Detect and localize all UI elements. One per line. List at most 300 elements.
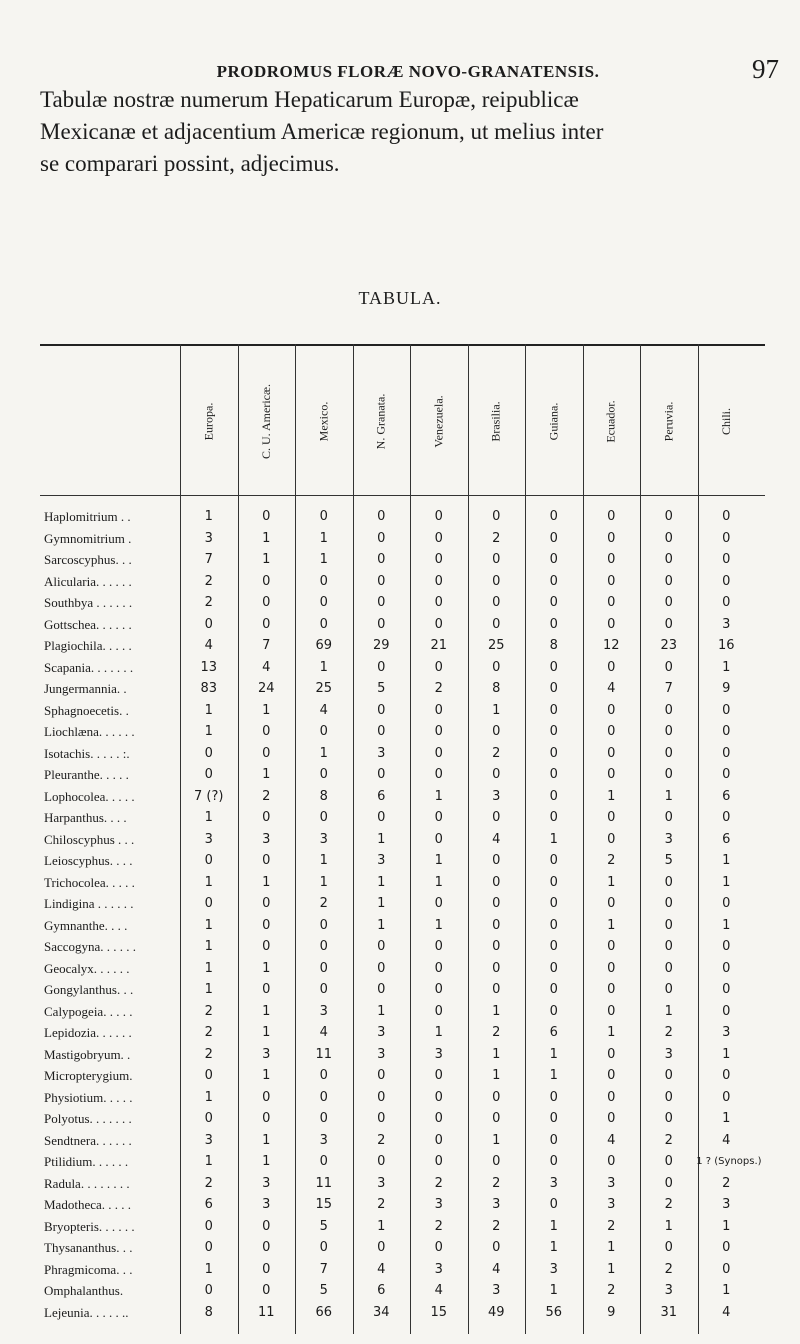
table-cell: 0 (664, 1175, 673, 1191)
table-cell: 0 (549, 960, 558, 976)
hepaticae-table (40, 344, 765, 1320)
column-divider (295, 344, 296, 1334)
table-cell: 0 (607, 616, 616, 632)
table-cell: 4 (319, 702, 328, 718)
table-cell: 1 (204, 960, 213, 976)
table-cell: 1 (204, 1154, 213, 1169)
table-cell: 5 (664, 853, 673, 868)
table-cell: 6 (549, 1025, 558, 1040)
table-cell: 1 (549, 1240, 558, 1255)
table-cell: 2 (377, 1197, 386, 1212)
table-cell: 1 (204, 810, 213, 825)
table-cell: 1 (549, 1068, 558, 1083)
table-cell: 6 (722, 831, 731, 847)
table-cell: 6 (377, 788, 386, 804)
intro-line: Mexicanæ et adjacentium Americæ regionum, ut melius inter (40, 119, 604, 144)
row-label: Leioscyphus. . . . (44, 853, 133, 868)
row-label: Lepidozia. . . . . . (44, 1025, 132, 1040)
table-cell: 1 (319, 874, 328, 890)
table-cell: 0 (434, 702, 443, 718)
table-cell: 1 (204, 509, 213, 524)
table-cell: 0 (434, 724, 443, 739)
table-cell: 0 (492, 874, 501, 890)
table-cell: 0 (664, 917, 673, 933)
table-cell: 3 (204, 831, 213, 847)
table-cell: 6 (204, 1197, 213, 1212)
table-cell: 0 (722, 810, 731, 825)
table-cell: 0 (319, 810, 328, 825)
page-number: 97 (752, 54, 779, 84)
intro-line: Tabulæ nostræ numerum Hepaticarum Europæ, reipublicæ (40, 87, 579, 112)
table-cell: 0 (722, 1261, 731, 1277)
table-cell: 0 (607, 1089, 616, 1105)
table-cell: 1 (549, 831, 558, 847)
table-cell: 0 (722, 1089, 731, 1105)
table-cell: 0 (607, 595, 616, 610)
table-cell: 1 (722, 853, 731, 868)
column-header (528, 356, 580, 486)
row-label: Micropterygium. (44, 1068, 133, 1083)
table-cell: 0 (377, 1068, 386, 1083)
table-cell: 2 (492, 745, 501, 761)
table-cell: 1 (319, 659, 328, 675)
row-label: Sphagnoecetis. . (44, 702, 129, 718)
row-label: Trichocolea. . . . . (44, 874, 135, 890)
table-cell: 1 (319, 745, 328, 761)
table-cell: 0 (434, 939, 443, 954)
table-cell: 0 (549, 509, 558, 524)
table-cell: 1 (262, 1025, 271, 1040)
column-header-label: Guiana. (546, 402, 561, 440)
table-cell: 0 (722, 573, 731, 589)
table-cell: 1 (204, 917, 213, 933)
table-cell: 1 (204, 1261, 213, 1277)
table-cell: 0 (722, 1003, 731, 1019)
table-cell: 0 (262, 595, 271, 610)
table-cell: 0 (262, 1218, 271, 1234)
table-cell: 2 (204, 1003, 213, 1019)
table-cell: 3 (319, 1003, 328, 1019)
table-cell: 1 (262, 874, 271, 890)
table-cell: 0 (664, 509, 673, 524)
table-cell: 1 (377, 1003, 386, 1019)
row-label: Thysananthus. . . (44, 1240, 133, 1255)
table-cell: 0 (722, 939, 731, 954)
table-cell: 3 (377, 1046, 386, 1062)
table-cell: 0 (434, 616, 443, 632)
table-cell: 0 (722, 702, 731, 718)
table-cell: 1 (607, 1261, 616, 1277)
column-header-label: Chili. (718, 407, 733, 435)
table-cell: 25 (487, 638, 505, 653)
table-cell: 0 (549, 681, 558, 696)
table-cell: 0 (722, 982, 731, 997)
row-label: Chiloscyphus . . . (44, 831, 135, 847)
row-label: Lindigina . . . . . . (44, 896, 134, 911)
table-cell: 0 (492, 939, 501, 954)
table-cell: 0 (664, 724, 673, 739)
table-cell: 0 (492, 767, 501, 782)
row-label: Radula. . . . . . . . (44, 1175, 130, 1191)
table-cell: 1 (434, 917, 443, 933)
table-cell: 4 (492, 831, 501, 847)
table-cell: 0 (664, 767, 673, 782)
table-cell: 0 (722, 1240, 731, 1255)
table-cell: 0 (377, 530, 386, 546)
table-cell: 0 (607, 573, 616, 589)
table-cell: 0 (722, 896, 731, 911)
table-cell: 0 (434, 1240, 443, 1255)
column-divider (238, 344, 239, 1334)
table-cell: 0 (549, 917, 558, 933)
table-cell: 0 (549, 530, 558, 546)
table-cell: 0 (664, 573, 673, 589)
table-cell: 12 (602, 638, 620, 653)
table-cell: 0 (549, 724, 558, 739)
row-label: Lejeunia. . . . . .. (44, 1304, 129, 1320)
column-header (355, 356, 407, 486)
row-label: Southbya . . . . . . (44, 595, 133, 610)
table-cell: 0 (377, 659, 386, 675)
table-cell: 3 (664, 1283, 673, 1298)
table-cell: 0 (607, 939, 616, 954)
column-divider (640, 344, 641, 1334)
row-label: Haplomitrium . . (44, 509, 131, 524)
table-cell: 0 (434, 659, 443, 675)
table-cell: 0 (492, 853, 501, 868)
table-cell: 3 (262, 1175, 271, 1191)
table-cell: 5 (377, 681, 386, 696)
table-cell: 1 (607, 788, 616, 804)
row-label: Harpanthus. . . . (44, 810, 127, 825)
table-cell: 2 (262, 788, 271, 804)
row-label: Geocalyx. . . . . . (44, 960, 130, 976)
table-cell: 0 (262, 509, 271, 524)
table-cell: 0 (607, 1154, 616, 1169)
table-cell: 0 (262, 1261, 271, 1277)
table-cell: 0 (549, 874, 558, 890)
row-label: Plagiochila. . . . . (44, 638, 132, 653)
table-cell: 0 (607, 831, 616, 847)
table-cell: 0 (434, 1068, 443, 1083)
table-cell: 0 (549, 982, 558, 997)
table-cell: 6 (722, 788, 731, 804)
table-cell: 1 (722, 917, 731, 933)
table-cell: 0 (492, 896, 501, 911)
table-cell: 0 (319, 767, 328, 782)
table-cell: 0 (492, 1111, 501, 1126)
table-cell: 3 (204, 530, 213, 546)
table-cell: 0 (319, 939, 328, 954)
table-cell: 1 (262, 702, 271, 718)
table-cell: 0 (204, 853, 213, 868)
table-cell: 4 (262, 659, 271, 675)
table-cell: 2 (664, 1025, 673, 1040)
table-cell: 0 (262, 853, 271, 868)
table-cell: 2 (204, 1025, 213, 1040)
table-cell: 0 (204, 1111, 213, 1126)
table-cell: 1 (434, 874, 443, 890)
table-cell: 2 (204, 1046, 213, 1062)
row-label: Saccogyna. . . . . . (44, 939, 137, 954)
table-cell: 3 (204, 1132, 213, 1148)
row-label: Lophocolea. . . . . (44, 788, 135, 804)
column-header-label: Venezuela. (431, 394, 446, 448)
table-cell: 2 (492, 1218, 501, 1234)
table-cell: 0 (549, 939, 558, 954)
table-cell: 0 (664, 982, 673, 997)
table-cell: 13 (200, 659, 218, 675)
table-cell: 11 (257, 1304, 275, 1320)
table-cell: 0 (549, 853, 558, 868)
row-label: Gottschea. . . . . . (44, 616, 132, 632)
table-cell: 0 (607, 982, 616, 997)
table-cell: 1 (492, 702, 501, 718)
column-header (413, 356, 465, 486)
table-cell: 0 (434, 552, 443, 567)
table-cell: 0 (262, 939, 271, 954)
row-label: Ptilidium. . . . . . (44, 1154, 129, 1169)
row-label: Calypogeia. . . . . (44, 1003, 133, 1019)
table-cell: 0 (377, 1154, 386, 1169)
row-label: Mastigobryum. . (44, 1046, 131, 1062)
table-cell: 1 (549, 1283, 558, 1298)
table-cell: 0 (664, 745, 673, 761)
table-cell: 23 (660, 638, 678, 653)
table-cell: 1 (319, 552, 328, 567)
running-head: PRODROMUS FLORÆ NOVO-GRANATENSIS. (216, 62, 600, 81)
table-cell: 0 (722, 552, 731, 567)
table-cell: 0 (204, 1240, 213, 1255)
table-cell: 0 (319, 1154, 328, 1169)
column-divider (353, 344, 354, 1334)
column-header-label: Mexico. (316, 401, 331, 441)
table-cell: 0 (549, 702, 558, 718)
row-label: Polyotus. . . . . . . (44, 1111, 132, 1126)
table-cell: 3 (607, 1175, 616, 1191)
table-cell: 2 (664, 1197, 673, 1212)
table-cell: 0 (664, 552, 673, 567)
table-cell: 2 (492, 530, 501, 546)
table-cell: 0 (492, 1089, 501, 1105)
table-cell: 0 (607, 1046, 616, 1062)
table-cell: 0 (492, 960, 501, 976)
table-cell: 3 (377, 1025, 386, 1040)
table-cell: 1 (262, 530, 271, 546)
table-cell: 3 (664, 831, 673, 847)
row-label: Bryopteris. . . . . . (44, 1218, 135, 1234)
table-cell: 11 (315, 1175, 333, 1191)
table-cell: 1 (722, 1283, 731, 1298)
table-cell: 0 (434, 1089, 443, 1105)
table-cell: 3 (549, 1175, 558, 1191)
column-header (298, 356, 350, 486)
table-cell: 0 (204, 1068, 213, 1083)
table-cell: 0 (434, 960, 443, 976)
table-cell: 1 (607, 1025, 616, 1040)
table-cell: 0 (434, 1003, 443, 1019)
table-cell: 1 (204, 702, 213, 718)
table-cell: 1 (722, 1111, 731, 1126)
table-cell: 4 (722, 1304, 731, 1320)
table-cell: 1 (492, 1046, 501, 1062)
table-cell: 4 (377, 1261, 386, 1277)
table-cell: 2 (607, 1218, 616, 1234)
table-cell: 7 (204, 552, 213, 567)
table-cell: 0 (664, 1111, 673, 1126)
intro-paragraph (40, 84, 762, 180)
table-cell: 2 (204, 595, 213, 610)
table-cell: 0 (434, 982, 443, 997)
table-cell: 1 ? (Synops.) (696, 1156, 762, 1167)
table-cell: 5 (319, 1218, 328, 1234)
table-cell: 0 (434, 767, 443, 782)
table-cell: 1 (204, 982, 213, 997)
table-cell: 3 (722, 616, 731, 632)
table-cell: 1 (377, 1218, 386, 1234)
table-cell: 0 (607, 745, 616, 761)
table-cell: 0 (607, 896, 616, 911)
table-cell: 4 (204, 638, 213, 653)
table-cell: 3 (549, 1261, 558, 1277)
table-cell: 0 (262, 616, 271, 632)
table-cell: 4 (607, 1132, 616, 1148)
table-cell: 0 (319, 1068, 328, 1083)
column-header-label: Europa. (201, 402, 216, 440)
table-cell: 31 (660, 1304, 678, 1320)
table-cell: 0 (664, 659, 673, 675)
table-cell: 4 (434, 1283, 443, 1298)
table-cell: 1 (434, 1025, 443, 1040)
table-cell: 1 (262, 552, 271, 567)
table-cell: 0 (549, 767, 558, 782)
row-label: Physiotium. . . . . (44, 1089, 133, 1105)
table-cell: 0 (664, 874, 673, 890)
table-cell: 2 (492, 1025, 501, 1040)
table-cell: 1 (262, 1068, 271, 1083)
column-header-label: N. Granata. (373, 393, 388, 449)
table-cell: 0 (492, 982, 501, 997)
table-cell: 0 (607, 702, 616, 718)
table-cell: 0 (204, 896, 213, 911)
table-cell: 0 (204, 616, 213, 632)
table-cell: 3 (664, 1046, 673, 1062)
table-cell: 3 (434, 1046, 443, 1062)
table-cell: 0 (549, 745, 558, 761)
column-header (700, 356, 752, 486)
table-cell: 1 (664, 788, 673, 804)
table-cell: 0 (549, 1111, 558, 1126)
intro-line: se comparari possint, adjecimus. (40, 151, 340, 176)
table-cell: 0 (204, 767, 213, 782)
table-cell: 8 (549, 638, 558, 653)
row-label: Madotheca. . . . . (44, 1197, 132, 1212)
table-cell: 1 (377, 896, 386, 911)
table-cell: 0 (262, 724, 271, 739)
table-cell: 0 (262, 1283, 271, 1298)
row-label: Phragmicoma. . . (44, 1261, 133, 1277)
table-cell: 0 (549, 659, 558, 675)
table-cell: 0 (262, 1240, 271, 1255)
table-cell: 6 (377, 1283, 386, 1298)
table-cell: 0 (492, 1154, 501, 1169)
table-cell: 3 (722, 1197, 731, 1212)
table-cell: 66 (315, 1304, 333, 1320)
table-cell: 0 (262, 1111, 271, 1126)
table-top-rule (40, 344, 765, 346)
table-cell: 1 (607, 874, 616, 890)
table-cell: 0 (492, 659, 501, 675)
table-cell: 0 (319, 724, 328, 739)
table-cell: 1 (492, 1068, 501, 1083)
table-cell: 0 (434, 1154, 443, 1169)
table-cell: 0 (549, 810, 558, 825)
table-cell: 4 (319, 1025, 328, 1040)
column-header-label: Brasilia. (488, 400, 503, 442)
column-header (585, 356, 637, 486)
table-cell: 0 (492, 595, 501, 610)
table-cell: 2 (204, 573, 213, 589)
table-cell: 0 (262, 982, 271, 997)
table-cell: 7 (664, 681, 673, 696)
table-cell: 0 (434, 509, 443, 524)
table-cell: 0 (607, 960, 616, 976)
table-cell: 8 (319, 788, 328, 804)
table-cell: 0 (434, 573, 443, 589)
table-cell: 2 (434, 681, 443, 696)
table-cell: 1 (262, 960, 271, 976)
table-cell: 0 (549, 788, 558, 804)
table-cell: 69 (315, 638, 333, 653)
column-divider (698, 344, 699, 1334)
table-cell: 4 (607, 681, 616, 696)
table-cell: 0 (722, 960, 731, 976)
table-cell: 49 (487, 1304, 505, 1320)
table-cell: 0 (319, 509, 328, 524)
table-cell: 0 (722, 509, 731, 524)
table-cell: 2 (664, 1132, 673, 1148)
table-cell: 24 (257, 681, 275, 696)
table-cell: 1 (204, 1089, 213, 1105)
table-cell: 0 (549, 1154, 558, 1169)
table-cell: 0 (434, 1111, 443, 1126)
table-cell: 25 (315, 681, 333, 696)
table-cell: 3 (492, 1283, 501, 1298)
table-cell: 0 (204, 745, 213, 761)
table-cell: 0 (434, 745, 443, 761)
table-cell: 0 (204, 1283, 213, 1298)
table-cell: 2 (664, 1261, 673, 1277)
table-cell: 0 (492, 509, 501, 524)
column-divider (583, 344, 584, 1334)
table-cell: 1 (204, 939, 213, 954)
table-cell: 0 (319, 960, 328, 976)
table-cell: 0 (549, 573, 558, 589)
table-cell: 0 (319, 616, 328, 632)
table-cell: 0 (434, 896, 443, 911)
table-cell: 1 (664, 1218, 673, 1234)
table-cell: 0 (434, 595, 443, 610)
table-cell: 4 (492, 1261, 501, 1277)
table-cell: 0 (607, 1111, 616, 1126)
table-cell: 0 (722, 1068, 731, 1083)
table-cell: 0 (377, 939, 386, 954)
table-cell: 0 (549, 552, 558, 567)
table-cell: 1 (492, 1003, 501, 1019)
table-cell: 0 (492, 552, 501, 567)
table-cell: 0 (664, 960, 673, 976)
table-cell: 0 (664, 595, 673, 610)
